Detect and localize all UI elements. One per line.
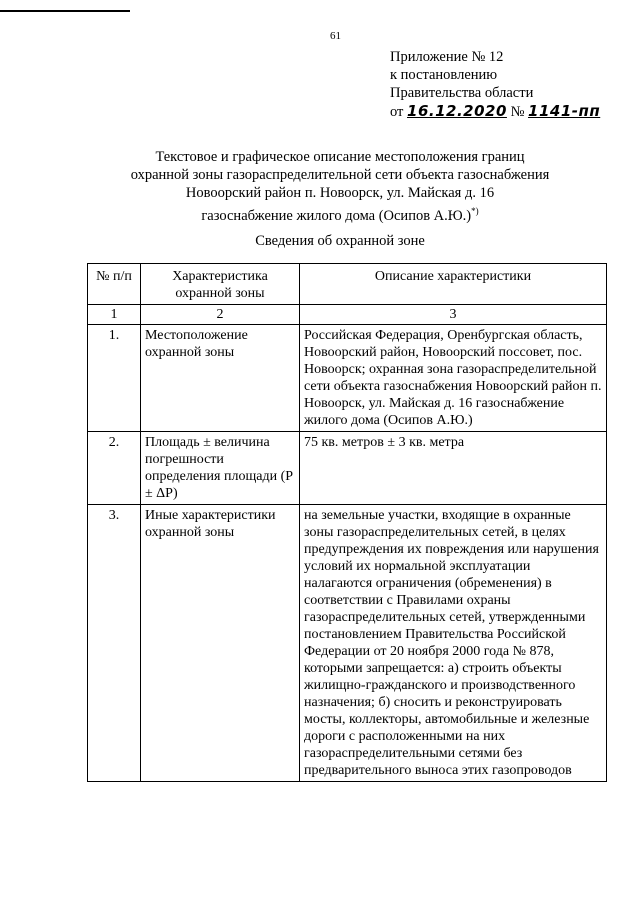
table-row (88, 325, 607, 432)
table-header-row (88, 264, 607, 305)
handwritten-date: 16.12.2020 (407, 102, 507, 120)
title-line-2: охранной зоны газораспределительной сети объекта газоснабжения (130, 167, 550, 183)
table-index-row (88, 305, 607, 325)
index-3: 3 (300, 305, 607, 325)
row-number: 3. (88, 505, 141, 782)
header-number: № п/п (88, 264, 141, 305)
footnote-mark: *) (471, 206, 479, 216)
row-number: 2. (88, 432, 141, 505)
appendix-date-line (390, 102, 600, 121)
row-characteristic: Площадь ± величина погрешности определения площади (P ± ΔP) (141, 432, 300, 505)
zone-info-table (87, 263, 607, 782)
table-row (88, 505, 607, 782)
document-title (60, 148, 620, 225)
top-rule (0, 10, 130, 12)
appendix-line-1: Приложение № 12 (390, 49, 504, 65)
header-description: Описание характеристики (300, 264, 607, 305)
handwritten-number: 1141-пп (528, 102, 601, 120)
index-2: 2 (141, 305, 300, 325)
page-number: 61 (330, 30, 341, 42)
row-characteristic: Иные характеристики охранной зоны (141, 505, 300, 782)
section-subtitle: Сведения об охранной зоне (255, 233, 425, 249)
row-description: Российская Федерация, Оренбургская область, Новоорский район, Новоорский поссовет, пос. Новоорск; охранная зона газораспределительной сети объекта газоснабжения Новоорский район п. Новоорск, ул. Майская д. 16 газоснабжение жилого дома (Осипов А.Ю.) (300, 325, 607, 432)
appendix-line-2: к постановлению (390, 67, 498, 83)
row-description: 75 кв. метров ± 3 кв. метра (300, 432, 607, 505)
title-line-3: Новоорский район п. Новоорск, ул. Майская д. 16 (185, 185, 495, 201)
header-characteristic: Характеристика охранной зоны (141, 264, 300, 305)
row-description: на земельные участки, входящие в охранные зоны газораспределительных сетей, в целях предупреждения их повреждения или нарушения условий их нормальной эксплуатации налагаются ограничения (обременения) в соответствии с Правилами охраны газораспределительных сетей, утвержденными постановлением Правительства Российской Федерации от 20 ноября 2000 года № 878, которыми запрещается: а) строить объекты жилищно-гражданского и производственного назначения; б) сносить и реконструировать мосты, коллекторы, автомобильные и железные дороги с расположенными на них газораспределительными сетями без предварительного выноса этих газопроводов (300, 505, 607, 782)
row-characteristic: Местоположение охранной зоны (141, 325, 300, 432)
title-line-4-text: газоснабжение жилого дома (Осипов А.Ю.) (201, 207, 472, 224)
title-line-1: Текстовое и графическое описание местоположения границ (155, 149, 525, 165)
table-row (88, 432, 607, 505)
appendix-block (390, 48, 600, 121)
number-prefix: № (510, 104, 525, 120)
index-1: 1 (88, 305, 141, 325)
title-line-4 (60, 202, 620, 225)
appendix-line-3: Правительства области (390, 85, 534, 101)
date-prefix: от (390, 104, 404, 120)
row-number: 1. (88, 325, 141, 432)
